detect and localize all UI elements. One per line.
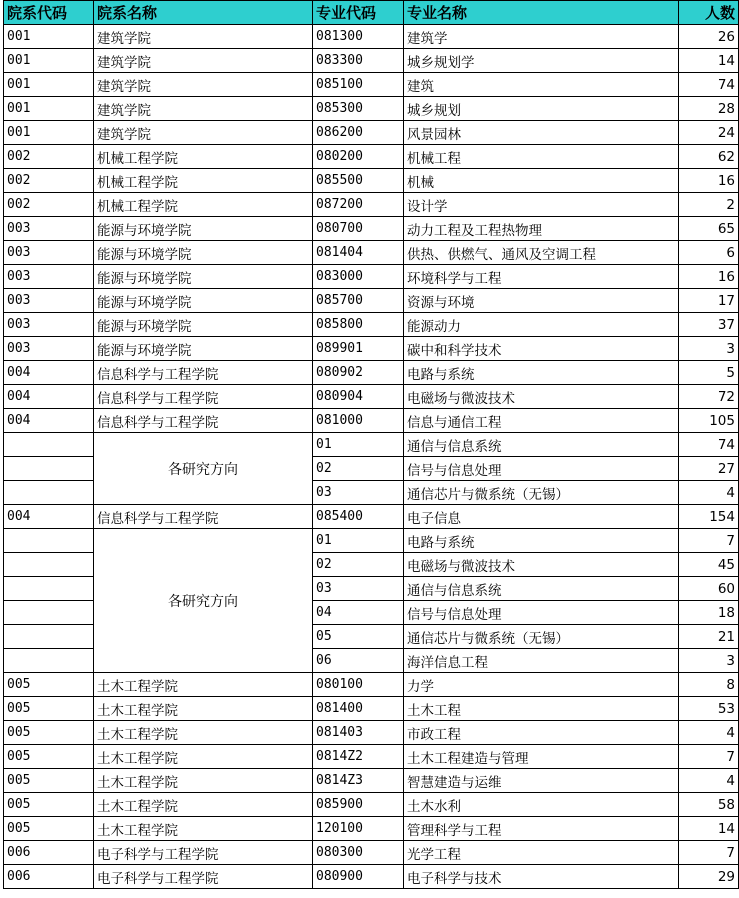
major-name-cell: 电子科学与技术 bbox=[404, 865, 679, 889]
major-name-cell: 电路与系统 bbox=[404, 529, 679, 553]
count-cell: 65 bbox=[679, 217, 739, 241]
major-code-cell: 085100 bbox=[313, 73, 404, 97]
table-row bbox=[4, 313, 739, 337]
major-code-cell: 080900 bbox=[313, 865, 404, 889]
major-code-cell: 081403 bbox=[313, 721, 404, 745]
major-code-cell: 04 bbox=[313, 601, 404, 625]
dept-name-cell: 机械工程学院 bbox=[94, 145, 313, 169]
table-row bbox=[4, 745, 739, 769]
count-cell: 21 bbox=[679, 625, 739, 649]
dept-name-cell: 土木工程学院 bbox=[94, 721, 313, 745]
dept-name-cell: 土木工程学院 bbox=[94, 745, 313, 769]
empty-dept-code-cell bbox=[4, 457, 94, 481]
major-name-cell: 海洋信息工程 bbox=[404, 649, 679, 673]
dept-code-cell: 005 bbox=[4, 721, 94, 745]
header-dept-code: 院系代码 bbox=[4, 1, 94, 25]
count-cell: 4 bbox=[679, 481, 739, 505]
dept-name-cell: 建筑学院 bbox=[94, 49, 313, 73]
dept-name-cell: 土木工程学院 bbox=[94, 673, 313, 697]
major-name-cell: 机械工程 bbox=[404, 145, 679, 169]
count-cell: 37 bbox=[679, 313, 739, 337]
dept-code-cell: 004 bbox=[4, 385, 94, 409]
major-code-cell: 080300 bbox=[313, 841, 404, 865]
header-row bbox=[4, 1, 739, 25]
dept-code-cell: 002 bbox=[4, 145, 94, 169]
count-cell: 72 bbox=[679, 385, 739, 409]
count-cell: 45 bbox=[679, 553, 739, 577]
table-row bbox=[4, 169, 739, 193]
major-name-cell: 通信芯片与微系统（无锡） bbox=[404, 481, 679, 505]
major-name-cell: 土木水利 bbox=[404, 793, 679, 817]
major-code-cell: 0814Z3 bbox=[313, 769, 404, 793]
dept-code-cell: 003 bbox=[4, 241, 94, 265]
major-code-cell: 120100 bbox=[313, 817, 404, 841]
major-name-cell: 土木工程建造与管理 bbox=[404, 745, 679, 769]
major-code-cell: 081404 bbox=[313, 241, 404, 265]
research-directions-label: 各研究方向 bbox=[94, 529, 313, 673]
table-row bbox=[4, 73, 739, 97]
major-name-cell: 管理科学与工程 bbox=[404, 817, 679, 841]
major-name-cell: 信号与信息处理 bbox=[404, 457, 679, 481]
major-code-cell: 01 bbox=[313, 529, 404, 553]
header-dept-name: 院系名称 bbox=[94, 1, 313, 25]
dept-name-cell: 机械工程学院 bbox=[94, 193, 313, 217]
major-name-cell: 信息与通信工程 bbox=[404, 409, 679, 433]
count-cell: 154 bbox=[679, 505, 739, 529]
major-code-cell: 081300 bbox=[313, 25, 404, 49]
empty-dept-code-cell bbox=[4, 649, 94, 673]
table-row bbox=[4, 265, 739, 289]
major-code-cell: 080700 bbox=[313, 217, 404, 241]
major-name-cell: 市政工程 bbox=[404, 721, 679, 745]
dept-code-cell: 005 bbox=[4, 697, 94, 721]
dept-name-cell: 能源与环境学院 bbox=[94, 313, 313, 337]
major-code-cell: 086200 bbox=[313, 121, 404, 145]
major-code-cell: 03 bbox=[313, 481, 404, 505]
count-cell: 4 bbox=[679, 721, 739, 745]
count-cell: 3 bbox=[679, 649, 739, 673]
dept-code-cell: 005 bbox=[4, 745, 94, 769]
major-name-cell: 城乡规划 bbox=[404, 97, 679, 121]
dept-name-cell: 能源与环境学院 bbox=[94, 241, 313, 265]
major-name-cell: 土木工程 bbox=[404, 697, 679, 721]
major-name-cell: 动力工程及工程热物理 bbox=[404, 217, 679, 241]
count-cell: 14 bbox=[679, 817, 739, 841]
count-cell: 16 bbox=[679, 169, 739, 193]
major-code-cell: 02 bbox=[313, 553, 404, 577]
major-code-cell: 085400 bbox=[313, 505, 404, 529]
count-cell: 2 bbox=[679, 193, 739, 217]
count-cell: 14 bbox=[679, 49, 739, 73]
major-name-cell: 风景园林 bbox=[404, 121, 679, 145]
major-code-cell: 089901 bbox=[313, 337, 404, 361]
table-row bbox=[4, 97, 739, 121]
dept-name-cell: 能源与环境学院 bbox=[94, 265, 313, 289]
major-name-cell: 机械 bbox=[404, 169, 679, 193]
major-code-cell: 03 bbox=[313, 577, 404, 601]
major-code-cell: 081000 bbox=[313, 409, 404, 433]
table-row bbox=[4, 721, 739, 745]
dept-name-cell: 电子科学与工程学院 bbox=[94, 865, 313, 889]
major-name-cell: 电磁场与微波技术 bbox=[404, 553, 679, 577]
dept-code-cell: 005 bbox=[4, 769, 94, 793]
major-name-cell: 资源与环境 bbox=[404, 289, 679, 313]
empty-dept-code-cell bbox=[4, 529, 94, 553]
count-cell: 29 bbox=[679, 865, 739, 889]
count-cell: 7 bbox=[679, 529, 739, 553]
major-name-cell: 城乡规划学 bbox=[404, 49, 679, 73]
table-row bbox=[4, 505, 739, 529]
dept-name-cell: 建筑学院 bbox=[94, 73, 313, 97]
empty-dept-code-cell bbox=[4, 625, 94, 649]
dept-name-cell: 能源与环境学院 bbox=[94, 337, 313, 361]
count-cell: 58 bbox=[679, 793, 739, 817]
dept-name-cell: 土木工程学院 bbox=[94, 697, 313, 721]
major-name-cell: 电磁场与微波技术 bbox=[404, 385, 679, 409]
table-row bbox=[4, 697, 739, 721]
dept-name-cell: 土木工程学院 bbox=[94, 793, 313, 817]
major-name-cell: 智慧建造与运维 bbox=[404, 769, 679, 793]
count-cell: 28 bbox=[679, 97, 739, 121]
table-row bbox=[4, 409, 739, 433]
table-row bbox=[4, 241, 739, 265]
count-cell: 16 bbox=[679, 265, 739, 289]
count-cell: 26 bbox=[679, 25, 739, 49]
table-row bbox=[4, 433, 739, 457]
count-cell: 74 bbox=[679, 433, 739, 457]
count-cell: 8 bbox=[679, 673, 739, 697]
major-name-cell: 环境科学与工程 bbox=[404, 265, 679, 289]
major-code-cell: 081400 bbox=[313, 697, 404, 721]
enrollment-table bbox=[3, 0, 739, 889]
dept-name-cell: 信息科学与工程学院 bbox=[94, 409, 313, 433]
major-code-cell: 085700 bbox=[313, 289, 404, 313]
dept-name-cell: 建筑学院 bbox=[94, 97, 313, 121]
major-name-cell: 通信与信息系统 bbox=[404, 433, 679, 457]
count-cell: 6 bbox=[679, 241, 739, 265]
dept-name-cell: 能源与环境学院 bbox=[94, 217, 313, 241]
count-cell: 60 bbox=[679, 577, 739, 601]
major-code-cell: 085300 bbox=[313, 97, 404, 121]
count-cell: 18 bbox=[679, 601, 739, 625]
dept-code-cell: 001 bbox=[4, 121, 94, 145]
dept-code-cell: 005 bbox=[4, 817, 94, 841]
major-code-cell: 085500 bbox=[313, 169, 404, 193]
table-row bbox=[4, 145, 739, 169]
dept-code-cell: 001 bbox=[4, 97, 94, 121]
count-cell: 3 bbox=[679, 337, 739, 361]
research-directions-label: 各研究方向 bbox=[94, 433, 313, 505]
major-code-cell: 080904 bbox=[313, 385, 404, 409]
table-row bbox=[4, 289, 739, 313]
dept-name-cell: 建筑学院 bbox=[94, 25, 313, 49]
count-cell: 74 bbox=[679, 73, 739, 97]
count-cell: 105 bbox=[679, 409, 739, 433]
dept-code-cell: 003 bbox=[4, 289, 94, 313]
table-row bbox=[4, 49, 739, 73]
major-code-cell: 080902 bbox=[313, 361, 404, 385]
major-code-cell: 085800 bbox=[313, 313, 404, 337]
table-row bbox=[4, 337, 739, 361]
table-row bbox=[4, 817, 739, 841]
count-cell: 17 bbox=[679, 289, 739, 313]
count-cell: 4 bbox=[679, 769, 739, 793]
major-code-cell: 080200 bbox=[313, 145, 404, 169]
table-row bbox=[4, 361, 739, 385]
major-name-cell: 能源动力 bbox=[404, 313, 679, 337]
empty-dept-code-cell bbox=[4, 433, 94, 457]
count-cell: 5 bbox=[679, 361, 739, 385]
dept-code-cell: 003 bbox=[4, 217, 94, 241]
major-code-cell: 02 bbox=[313, 457, 404, 481]
dept-code-cell: 003 bbox=[4, 265, 94, 289]
dept-code-cell: 003 bbox=[4, 313, 94, 337]
dept-code-cell: 006 bbox=[4, 841, 94, 865]
dept-code-cell: 001 bbox=[4, 49, 94, 73]
major-code-cell: 06 bbox=[313, 649, 404, 673]
table-row bbox=[4, 121, 739, 145]
dept-code-cell: 004 bbox=[4, 409, 94, 433]
table-row bbox=[4, 841, 739, 865]
table-row bbox=[4, 865, 739, 889]
dept-code-cell: 002 bbox=[4, 169, 94, 193]
count-cell: 24 bbox=[679, 121, 739, 145]
dept-code-cell: 003 bbox=[4, 337, 94, 361]
count-cell: 7 bbox=[679, 841, 739, 865]
dept-name-cell: 土木工程学院 bbox=[94, 817, 313, 841]
dept-code-cell: 002 bbox=[4, 193, 94, 217]
table-row bbox=[4, 673, 739, 697]
dept-name-cell: 机械工程学院 bbox=[94, 169, 313, 193]
major-name-cell: 电路与系统 bbox=[404, 361, 679, 385]
dept-name-cell: 建筑学院 bbox=[94, 121, 313, 145]
major-name-cell: 通信芯片与微系统（无锡） bbox=[404, 625, 679, 649]
dept-name-cell: 信息科学与工程学院 bbox=[94, 361, 313, 385]
table-body bbox=[4, 25, 739, 889]
table-row bbox=[4, 529, 739, 553]
major-name-cell: 设计学 bbox=[404, 193, 679, 217]
major-name-cell: 通信与信息系统 bbox=[404, 577, 679, 601]
dept-code-cell: 005 bbox=[4, 793, 94, 817]
major-name-cell: 碳中和科学技术 bbox=[404, 337, 679, 361]
dept-code-cell: 001 bbox=[4, 73, 94, 97]
dept-code-cell: 004 bbox=[4, 505, 94, 529]
dept-code-cell: 001 bbox=[4, 25, 94, 49]
header-count: 人数 bbox=[679, 1, 739, 25]
empty-dept-code-cell bbox=[4, 577, 94, 601]
major-name-cell: 建筑学 bbox=[404, 25, 679, 49]
major-name-cell: 力学 bbox=[404, 673, 679, 697]
empty-dept-code-cell bbox=[4, 553, 94, 577]
count-cell: 62 bbox=[679, 145, 739, 169]
major-code-cell: 087200 bbox=[313, 193, 404, 217]
dept-name-cell: 信息科学与工程学院 bbox=[94, 385, 313, 409]
dept-name-cell: 土木工程学院 bbox=[94, 769, 313, 793]
major-code-cell: 083000 bbox=[313, 265, 404, 289]
dept-name-cell: 能源与环境学院 bbox=[94, 289, 313, 313]
major-code-cell: 083300 bbox=[313, 49, 404, 73]
major-name-cell: 电子信息 bbox=[404, 505, 679, 529]
major-name-cell: 供热、供燃气、通风及空调工程 bbox=[404, 241, 679, 265]
major-code-cell: 080100 bbox=[313, 673, 404, 697]
dept-code-cell: 005 bbox=[4, 673, 94, 697]
dept-name-cell: 信息科学与工程学院 bbox=[94, 505, 313, 529]
major-code-cell: 05 bbox=[313, 625, 404, 649]
dept-code-cell: 006 bbox=[4, 865, 94, 889]
major-name-cell: 光学工程 bbox=[404, 841, 679, 865]
count-cell: 27 bbox=[679, 457, 739, 481]
table-row bbox=[4, 193, 739, 217]
major-code-cell: 0814Z2 bbox=[313, 745, 404, 769]
table-row bbox=[4, 769, 739, 793]
header-major-name: 专业名称 bbox=[404, 1, 679, 25]
dept-code-cell: 004 bbox=[4, 361, 94, 385]
major-code-cell: 085900 bbox=[313, 793, 404, 817]
header-major-code: 专业代码 bbox=[313, 1, 404, 25]
empty-dept-code-cell bbox=[4, 481, 94, 505]
major-name-cell: 信号与信息处理 bbox=[404, 601, 679, 625]
table-row bbox=[4, 25, 739, 49]
table-row bbox=[4, 793, 739, 817]
major-code-cell: 01 bbox=[313, 433, 404, 457]
dept-name-cell: 电子科学与工程学院 bbox=[94, 841, 313, 865]
count-cell: 53 bbox=[679, 697, 739, 721]
empty-dept-code-cell bbox=[4, 601, 94, 625]
table-row bbox=[4, 217, 739, 241]
table-row bbox=[4, 385, 739, 409]
major-name-cell: 建筑 bbox=[404, 73, 679, 97]
count-cell: 7 bbox=[679, 745, 739, 769]
